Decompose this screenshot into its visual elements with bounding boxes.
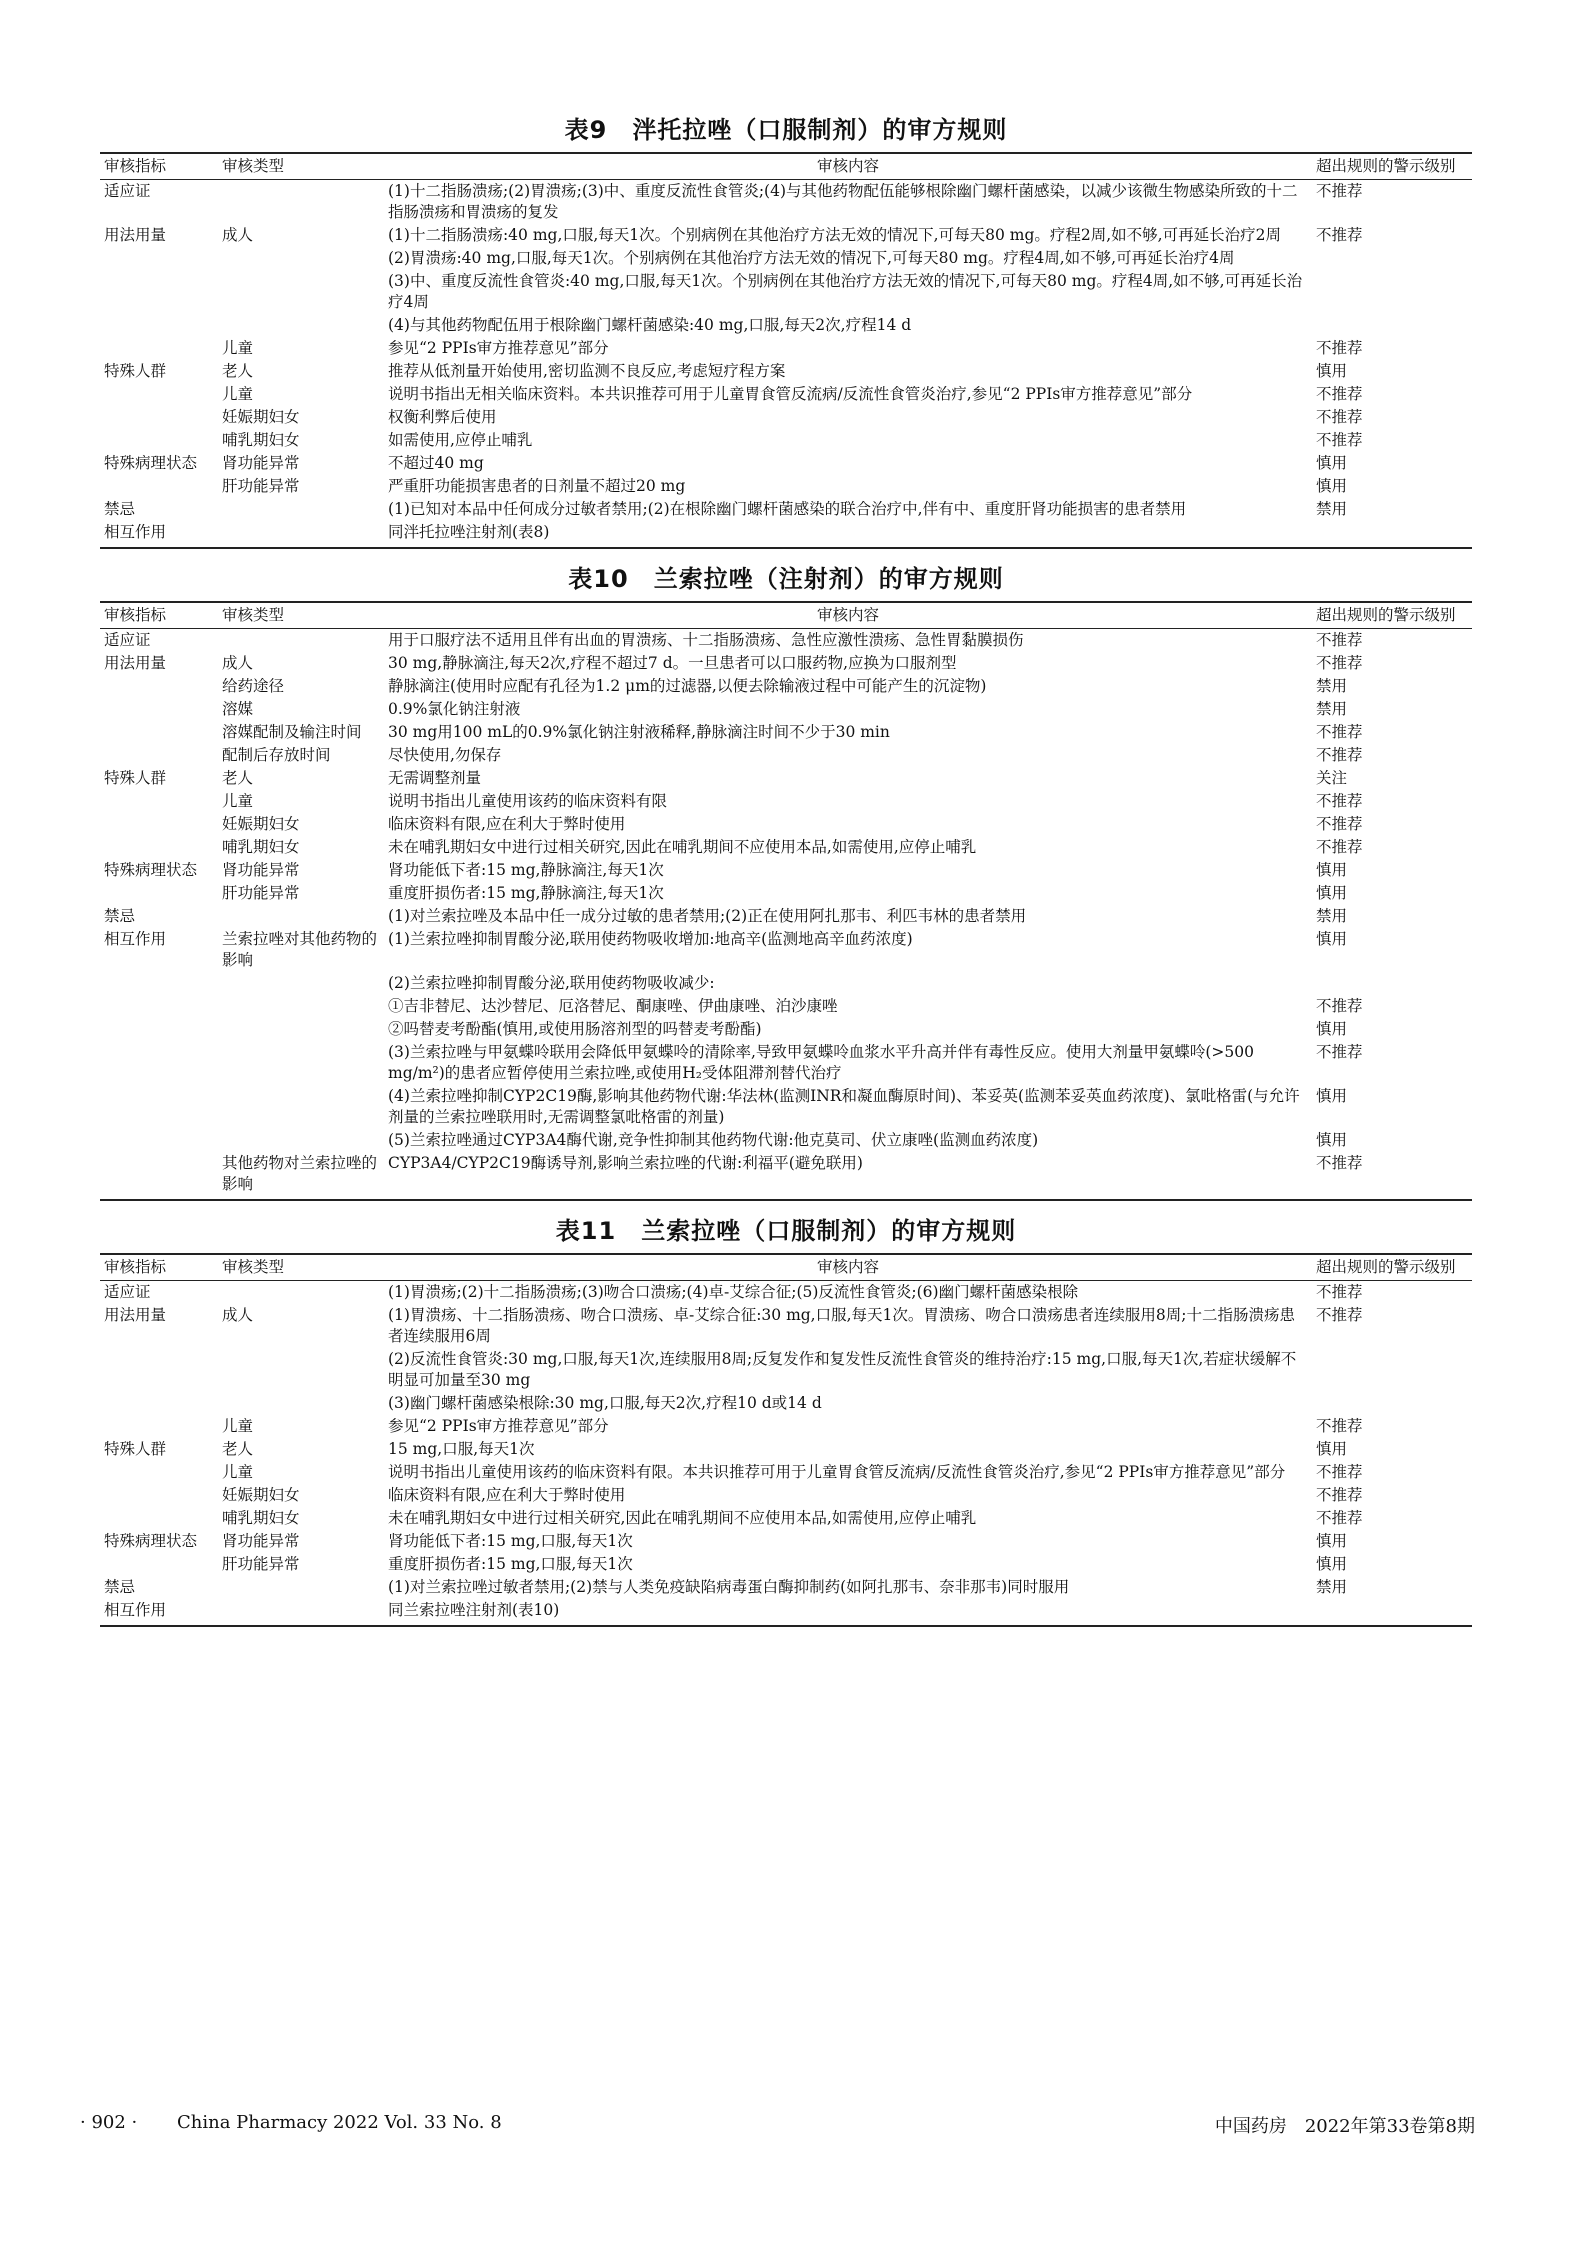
content-cell: (2)胃溃疡:40 mg,口服,每天1次。个别病例在其他治疗方法无效的情况下,可每天80 mg。疗程4周,如不够,可再延长治疗4周 [388,249,1235,267]
warning-level-cell: 不推荐 [1316,631,1363,649]
warning-level-cell: 不推荐 [1316,182,1363,200]
table-row [100,790,1472,813]
table-row [100,406,1472,429]
warning-level-cell: 不推荐 [1312,1152,1472,1200]
type-cell: 哺乳期妇女 [222,431,300,449]
table-header-row [100,602,1472,629]
content-cell: (5)兰索拉唑通过CYP3A4酶代谢,竞争性抑制其他药物代谢:他克莫司、伏立康唑(监测血药浓度) [388,1131,1039,1149]
indicator-cell: 用法用量 [104,654,167,672]
content-cell: (3)中、重度反流性食管炎:40 mg,口服,每天1次。个别病例在其他治疗方法无效的情况下,可每天80 mg。疗程4周,如不够,可再延长治疗4周 [388,272,1303,311]
table-row [100,1304,1472,1348]
type-cell [218,1018,384,1041]
type-cell: 老人 [222,362,254,380]
type-cell: 老人 [222,769,254,787]
type-cell [218,521,384,548]
table-row [100,1281,1472,1305]
content-cell: 15 mg,口服,每天1次 [388,1440,535,1458]
indicator-cell [100,314,218,337]
rules-table [100,601,1472,1201]
content-cell: (1)胃溃疡、十二指肠溃疡、吻合口溃疡、卓-艾综合征:30 mg,口服,每天1次。胃溃疡、吻合口溃疡患者连续服用8周;十二指肠溃疡患者连续服用6周 [388,1306,1295,1345]
type-cell: 哺乳期妇女 [222,1509,300,1527]
table-row [100,1152,1472,1200]
indicator-cell [100,475,218,498]
column-header: 超出规则的警示级别 [1312,153,1472,180]
type-cell [218,247,384,270]
content-cell: (2)兰索拉唑抑制胃酸分泌,联用使药物吸收减少: [388,974,715,992]
indicator-cell [100,1415,218,1438]
table-row [100,928,1472,972]
warning-level-cell: 慎用 [1316,454,1348,472]
warning-level-cell: 慎用 [1316,477,1348,495]
warning-level-cell [1312,1348,1472,1392]
indicator-cell [100,1041,218,1085]
table-row [100,1507,1472,1530]
indicator-cell: 特殊病理状态 [104,861,198,879]
type-cell: 成人 [222,654,254,672]
indicator-cell [100,790,218,813]
column-header: 审核类型 [218,602,384,629]
type-cell: 妊娠期妇女 [222,1486,300,1504]
page-footer [80,2112,1475,2138]
type-cell: 肾功能异常 [222,454,300,472]
indicator-cell: 禁忌 [104,907,136,925]
content-cell: (1)对兰索拉唑过敏者禁用;(2)禁与人类免疫缺陷病毒蛋白酶抑制药(如阿扎那韦、奈非那韦)同时服用 [388,1578,1070,1596]
content-cell: 说明书指出无相关临床资料。本共识推荐可用于儿童胃食管反流病/反流性食管炎治疗,参见“2 PPIs审方推荐意见”部分 [388,385,1193,403]
warning-level-cell: 禁用 [1316,677,1348,695]
type-cell: 肝功能异常 [222,477,300,495]
indicator-cell: 禁忌 [104,1578,136,1596]
indicator-cell [100,1507,218,1530]
warning-level-cell: 不推荐 [1316,746,1363,764]
type-cell [218,1129,384,1152]
type-cell: 成人 [222,226,254,244]
journal-cn: 中国药房 2022年第33卷第8期 [1214,2116,1475,2137]
indicator-cell [100,836,218,859]
content-cell: 临床资料有限,应在利大于弊时使用 [388,815,626,833]
type-cell: 肝功能异常 [222,884,300,902]
type-cell [218,1281,384,1305]
table-row [100,629,1472,653]
column-header: 审核指标 [100,153,218,180]
type-cell [218,1085,384,1129]
table-row [100,882,1472,905]
type-cell: 肾功能异常 [222,861,300,879]
type-cell: 儿童 [222,1463,254,1481]
content-cell: ①吉非替尼、达沙替尼、厄洛替尼、酮康唑、伊曲康唑、泊沙康唑 [388,997,838,1015]
type-cell [218,972,384,995]
journal-en: China Pharmacy 2022 Vol. 33 No. 8 [176,2112,502,2133]
content-cell: (1)已知对本品中任何成分过敏者禁用;(2)在根除幽门螺杆菌感染的联合治疗中,伴有中、重度肝肾功能损害的患者禁用 [388,500,1187,518]
content-cell: 同兰索拉唑注射剂(表10) [384,1599,1312,1626]
content-cell: (1)兰索拉唑抑制胃酸分泌,联用使药物吸收增加:地高辛(监测地高辛血药浓度) [388,930,913,948]
indicator-cell: 相互作用 [100,1599,218,1626]
indicator-cell: 适应证 [104,631,151,649]
indicator-cell [100,1461,218,1484]
column-header: 审核内容 [384,153,1312,180]
content-cell: 参见“2 PPIs审方推荐意见”部分 [388,1417,609,1435]
table-gap [100,549,1472,557]
warning-level-cell [1312,314,1472,337]
content-cell: (4)与其他药物配伍用于根除幽门螺杆菌感染:40 mg,口服,每天2次,疗程14 d [388,316,912,334]
warning-level-cell: 不推荐 [1316,838,1363,856]
warning-level-cell: 不推荐 [1316,997,1363,1015]
type-cell: 妊娠期妇女 [222,815,300,833]
content-cell: 未在哺乳期妇女中进行过相关研究,因此在哺乳期间不应使用本品,如需使用,应停止哺乳 [388,838,977,856]
content-cell: 权衡利弊后使用 [388,408,497,426]
content-cell: (4)兰索拉唑抑制CYP2C19酶,影响其他药物代谢:华法林(监测INR和凝血酶原时间)、苯妥英(监测苯妥英血药浓度)、氯吡格雷(与允许剂量的兰索拉唑联用时,无需调整氯吡格雷的剂量) [388,1087,1300,1126]
content-cell: 推荐从低剂量开始使用,密切监测不良反应,考虑短疗程方案 [388,362,786,380]
table-title: 表11 兰索拉唑（口服制剂）的审方规则 [555,1217,1017,1245]
type-cell: 肝功能异常 [222,1555,300,1573]
table-row [100,1553,1472,1576]
type-cell: 溶媒配制及输注时间 [222,723,362,741]
type-cell: 兰索拉唑对其他药物的影响 [222,930,378,969]
content-cell: (2)反流性食管炎:30 mg,口服,每天1次,连续服用8周;反复发作和复发性反流性食管炎的维持治疗:15 mg,口服,每天1次,若症状缓解不明显可加量至30 mg [388,1350,1297,1389]
indicator-cell: 特殊人群 [104,769,167,787]
warning-level-cell: 关注 [1316,769,1348,787]
column-header: 超出规则的警示级别 [1312,1254,1472,1281]
table-row [100,836,1472,859]
table-row [100,1438,1472,1461]
table-row [100,314,1472,337]
content-cell: 30 mg用100 mL的0.9%氯化钠注射液稀释,静脉滴注时间不少于30 min [388,723,890,741]
indicator-cell [100,406,218,429]
column-header: 审核内容 [384,1254,1312,1281]
table-row [100,1348,1472,1392]
column-header: 审核类型 [218,153,384,180]
warning-level-cell: 不推荐 [1316,339,1363,357]
table-row [100,337,1472,360]
warning-level-cell [1312,1392,1472,1415]
indicator-cell [100,995,218,1018]
type-cell: 成人 [222,1306,254,1324]
content-cell: 说明书指出儿童使用该药的临床资料有限 [388,792,668,810]
warning-level-cell: 禁用 [1316,907,1348,925]
table-row [100,1041,1472,1085]
table-row [100,744,1472,767]
indicator-cell: 适应证 [104,1283,151,1301]
warning-level-cell: 不推荐 [1316,1283,1363,1301]
table-header-row [100,153,1472,180]
content-cell: 用于口服疗法不适用且伴有出血的胃溃疡、十二指肠溃疡、急性应激性溃疡、急性胃黏膜损伤 [388,631,1024,649]
type-cell [218,270,384,314]
warning-level-cell [1312,972,1472,995]
indicator-cell [100,813,218,836]
type-cell: 儿童 [222,339,254,357]
indicator-cell: 禁忌 [104,500,136,518]
indicator-cell [100,337,218,360]
type-cell: 哺乳期妇女 [222,838,300,856]
warning-level-cell: 不推荐 [1316,1486,1363,1504]
table-row [100,972,1472,995]
table-row [100,652,1472,675]
column-header: 审核内容 [384,602,1312,629]
rules-table [100,1253,1472,1627]
content-cell: 说明书指出儿童使用该药的临床资料有限。本共识推荐可用于儿童胃食管反流病/反流性食管炎治疗,参见“2 PPIs审方推荐意见”部分 [388,1463,1286,1481]
table-row [100,1415,1472,1438]
table-row [100,383,1472,406]
table-header-row [100,1254,1472,1281]
indicator-cell: 适应证 [104,182,151,200]
content-cell: (1)十二指肠溃疡:40 mg,口服,每天1次。个别病例在其他治疗方法无效的情况下,可每天80 mg。疗程2周,如不够,可再延长治疗2周 [388,226,1281,244]
type-cell [218,1392,384,1415]
table-row [100,1129,1472,1152]
table-row [100,1392,1472,1415]
indicator-cell [100,1553,218,1576]
warning-level-cell: 禁用 [1316,500,1348,518]
table-row [100,813,1472,836]
table-row [100,1461,1472,1484]
type-cell: 妊娠期妇女 [222,408,300,426]
indicator-cell [100,1484,218,1507]
content-cell: ②吗替麦考酚酯(慎用,或使用肠溶剂型的吗替麦考酚酯) [388,1020,762,1038]
indicator-cell [100,270,218,314]
type-cell [218,314,384,337]
table-row [100,498,1472,521]
table-row [100,270,1472,314]
type-cell [218,1599,384,1626]
table-title: 表10 兰索拉唑（注射剂）的审方规则 [568,565,1004,593]
table-title: 表9 泮托拉唑（口服制剂）的审方规则 [564,116,1008,144]
type-cell: 其他药物对兰索拉唑的影响 [218,1152,384,1200]
page-content [100,108,1472,1627]
content-cell: 临床资料有限,应在利大于弊时使用 [388,1486,626,1504]
table-row [100,995,1472,1018]
warning-level-cell: 不推荐 [1316,1417,1363,1435]
indicator-cell [100,882,218,905]
table-row [100,180,1472,225]
indicator-cell [100,698,218,721]
indicator-cell [100,972,218,995]
content-cell: (1)十二指肠溃疡;(2)胃溃疡;(3)中、重度反流性食管炎;(4)与其他药物配伍能够根除幽门螺杆菌感染，以减少该微生物感染所致的十二指肠溃疡和胃溃疡的复发 [388,182,1298,221]
warning-level-cell: 慎用 [1316,362,1348,380]
type-cell: 给药途径 [222,677,285,695]
table-row [100,767,1472,790]
type-cell [218,1348,384,1392]
table-row [100,475,1472,498]
warning-level-cell: 不推荐 [1316,431,1363,449]
indicator-cell [100,383,218,406]
content-cell: 尽快使用,勿保存 [388,746,502,764]
warning-level-cell: 慎用 [1316,1555,1348,1573]
table-gap [100,1201,1472,1209]
content-cell: 无需调整剂量 [388,769,482,787]
table-row [100,1576,1472,1599]
warning-level-cell: 不推荐 [1316,1306,1363,1324]
type-cell: 肾功能异常 [222,1532,300,1550]
column-header: 审核类型 [218,1254,384,1281]
warning-level-cell: 慎用 [1316,1440,1348,1458]
content-cell: 参见“2 PPIs审方推荐意见”部分 [388,339,609,357]
content-cell: 未在哺乳期妇女中进行过相关研究,因此在哺乳期间不应使用本品,如需使用,应停止哺乳 [388,1509,977,1527]
content-cell: (3)幽门螺杆菌感染根除:30 mg,口服,每天2次,疗程10 d或14 d [388,1394,822,1412]
warning-level-cell [1312,1599,1472,1626]
indicator-cell [100,675,218,698]
column-header: 审核指标 [100,1254,218,1281]
table-row [100,1018,1472,1041]
table-row [100,675,1472,698]
content-cell: (1)胃溃疡;(2)十二指肠溃疡;(3)吻合口溃疡;(4)卓-艾综合征;(5)反流性食管炎;(6)幽门螺杆菌感染根除 [388,1283,1079,1301]
footer-left [80,2112,536,2138]
content-cell: 0.9%氯化钠注射液 [388,700,521,718]
indicator-cell [100,1129,218,1152]
indicator-cell: 相互作用 [100,521,218,548]
rules-table [100,152,1472,549]
type-cell: 溶媒 [222,700,254,718]
type-cell [218,498,384,521]
warning-level-cell: 禁用 [1316,700,1348,718]
warning-level-cell: 不推荐 [1316,1463,1363,1481]
warning-level-cell [1312,521,1472,548]
warning-level-cell: 慎用 [1316,1087,1348,1105]
warning-level-cell: 不推荐 [1316,723,1363,741]
table-row [100,721,1472,744]
table-row [100,452,1472,475]
type-cell [218,1041,384,1085]
indicator-cell: 相互作用 [104,930,167,948]
page-number: · 902 · [80,2112,138,2133]
content-cell: 同泮托拉唑注射剂(表8) [384,521,1312,548]
content-cell: CYP3A4/CYP2C19酶诱导剂,影响兰索拉唑的代谢:利福平(避免联用) [384,1152,1312,1200]
table-row [100,1085,1472,1129]
indicator-cell [100,744,218,767]
tables-container [100,108,1472,1627]
table-row [100,698,1472,721]
table-row [100,247,1472,270]
warning-level-cell: 不推荐 [1316,1509,1363,1527]
content-cell: 肾功能低下者:15 mg,静脉滴注,每天1次 [388,861,664,879]
content-cell: 不超过40 mg [388,454,484,472]
indicator-cell: 特殊病理状态 [104,454,198,472]
indicator-cell [100,1085,218,1129]
warning-level-cell: 不推荐 [1316,226,1363,244]
warning-level-cell: 不推荐 [1316,815,1363,833]
table-row [100,360,1472,383]
content-cell: 肾功能低下者:15 mg,口服,每天1次 [388,1532,633,1550]
warning-level-cell: 慎用 [1316,884,1348,902]
type-cell: 儿童 [222,1417,254,1435]
table-row [100,1530,1472,1553]
warning-level-cell [1312,270,1472,314]
content-cell: 静脉滴注(使用时应配有孔径为1.2 μm的过滤器,以便去除输液过程中可能产生的沉淀物) [388,677,987,695]
content-cell: (1)对兰索拉唑及本品中任一成分过敏的患者禁用;(2)正在使用阿扎那韦、利匹韦林的患者禁用 [388,907,1027,925]
type-cell: 老人 [222,1440,254,1458]
indicator-cell [100,1392,218,1415]
indicator-cell: 特殊人群 [104,362,167,380]
type-cell: 儿童 [222,385,254,403]
indicator-cell: 特殊病理状态 [104,1532,198,1550]
indicator-cell [100,1152,218,1200]
content-cell: (3)兰索拉唑与甲氨蝶呤联用会降低甲氨蝶呤的清除率,导致甲氨蝶呤血浆水平升高并伴有毒性反应。使用大剂量甲氨蝶呤(>500 mg/m²)的患者应暂停使用兰索拉唑,或使用H₂受体阻滞剂替代治疗 [388,1043,1255,1082]
table-row [100,1484,1472,1507]
indicator-cell [100,1018,218,1041]
warning-level-cell: 慎用 [1316,861,1348,879]
indicator-cell: 用法用量 [104,1306,167,1324]
content-cell: 如需使用,应停止哺乳 [388,431,533,449]
warning-level-cell: 不推荐 [1316,408,1363,426]
table-row [100,859,1472,882]
warning-level-cell: 慎用 [1316,1131,1348,1149]
table-row [100,429,1472,452]
table-row [100,1599,1472,1626]
type-cell [218,1576,384,1599]
content-cell: 严重肝功能损害患者的日剂量不超过20 mg [388,477,686,495]
indicator-cell [100,429,218,452]
indicator-cell [100,247,218,270]
content-cell: 重度肝损伤者:15 mg,静脉滴注,每天1次 [388,884,664,902]
table-row [100,224,1472,247]
content-cell: 30 mg,静脉滴注,每天2次,疗程不超过7 d。一旦患者可以口服药物,应换为口服剂型 [388,654,957,672]
type-cell [218,180,384,225]
indicator-cell [100,1348,218,1392]
type-cell [218,995,384,1018]
column-header: 审核指标 [100,602,218,629]
warning-level-cell: 禁用 [1316,1578,1348,1596]
warning-level-cell: 慎用 [1316,1020,1348,1038]
warning-level-cell: 不推荐 [1316,1043,1363,1061]
indicator-cell: 用法用量 [104,226,167,244]
warning-level-cell: 慎用 [1316,1532,1348,1550]
column-header: 超出规则的警示级别 [1312,602,1472,629]
warning-level-cell: 不推荐 [1316,792,1363,810]
warning-level-cell: 慎用 [1316,930,1348,948]
table-row [100,905,1472,928]
indicator-cell: 特殊人群 [104,1440,167,1458]
type-cell: 配制后存放时间 [222,746,331,764]
warning-level-cell: 不推荐 [1316,654,1363,672]
indicator-cell [100,721,218,744]
type-cell: 儿童 [222,792,254,810]
type-cell [218,905,384,928]
warning-level-cell [1312,247,1472,270]
warning-level-cell: 不推荐 [1316,385,1363,403]
content-cell: 重度肝损伤者:15 mg,口服,每天1次 [388,1555,633,1573]
table-row [100,521,1472,548]
type-cell [218,629,384,653]
